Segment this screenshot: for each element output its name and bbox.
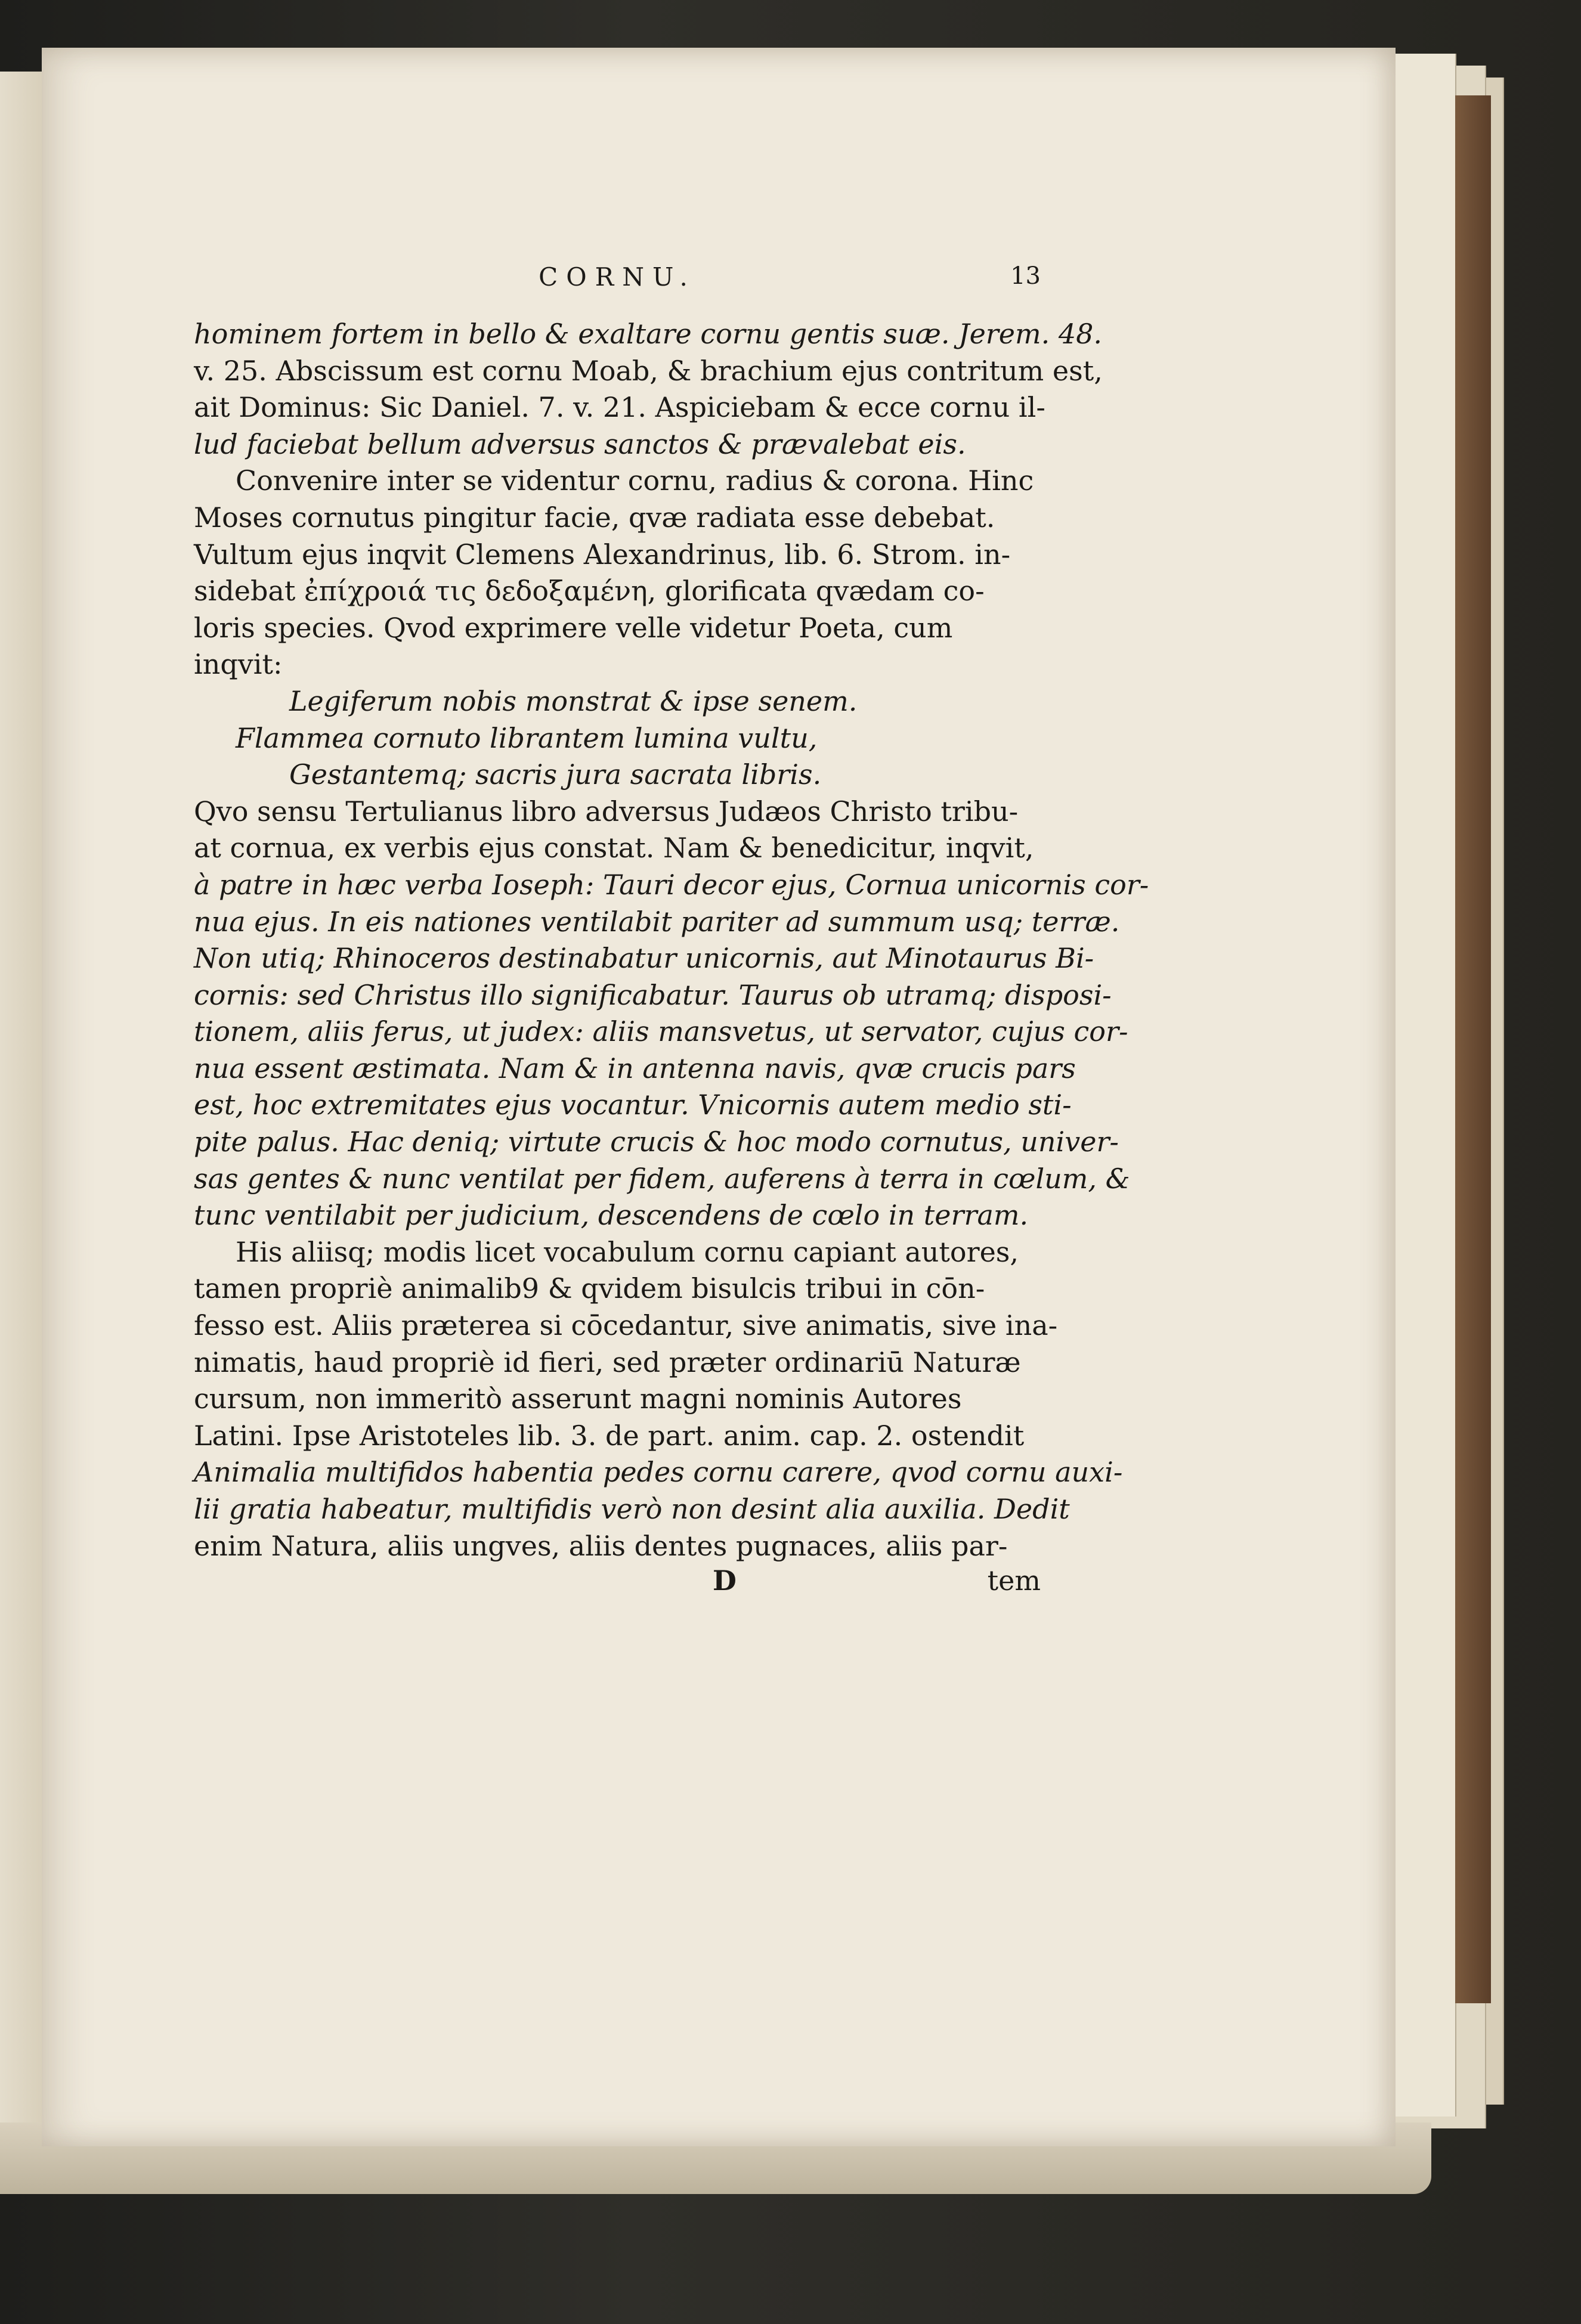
text-line: nimatis, haud propriè id fieri, sed præter ordinariū Naturæ [194,1346,1021,1378]
verse-line: Flammea cornuto librantem lumina vultu, [236,721,818,754]
text-line: inqvit: [194,648,283,681]
text-line: His aliisq; modis licet vocabulum cornu capiant autores, [236,1235,1019,1268]
verse-line: Legiferum nobis monstrat & ipse senem. [289,684,858,717]
text-line: tionem, aliis ferus, ut judex: aliis mansvetus, ut servator, cujus cor- [194,1015,1128,1048]
book-cover-edge [1455,95,1491,2003]
text-line: sidebat ἐπίχροιά τις δεδοξαμένη, glorificata qvædam co- [194,575,985,608]
text-line: at cornua, ex verbis ejus constat. Nam & benedicitur, inqvit, [194,832,1034,864]
text-line: à patre in hæc verba Ioseph: Tauri decor ejus, Cornua unicornis cor- [194,868,1149,901]
text-line: hominem fortem in bello & exaltare cornu gentis suæ. Jerem. 48. [194,318,1103,350]
text-line: Latini. Ipse Aristoteles lib. 3. de part. anim. cap. 2. ostendit [194,1419,1025,1452]
text-line: pite palus. Hac deniq; virtute crucis & hoc modo cornutus, univer- [194,1126,1119,1158]
text-line: fesso est. Aliis præterea si cōcedantur, sive animatis, sive ina- [194,1309,1058,1342]
text-line: Convenire inter se videntur cornu, radius & corona. Hinc [236,464,1034,497]
signature-mark: D [713,1564,737,1597]
text-line: Animalia multifidos habentia pedes cornu carere, qvod cornu auxi- [194,1456,1123,1489]
text-line: cursum, non immeritò asserunt magni nominis Autores [194,1383,962,1415]
text-line: enim Natura, aliis ungves, aliis dentes pugnaces, aliis par- [194,1529,1008,1562]
text-line: nua essent æstimata. Nam & in antenna navis, qvæ crucis pars [194,1052,1076,1084]
text-line: Non utiq; Rhinoceros destinabatur unicornis, aut Minotaurus Bi- [194,942,1094,975]
book-page [42,48,1396,2146]
text-line: loris species. Qvod exprimere velle videtur Poeta, cum [194,611,953,644]
text-line: ait Dominus: Sic Daniel. 7. v. 21. Aspiciebam & ecce cornu il- [194,391,1045,424]
text-line: est, hoc extremitates ejus vocantur. Vnicornis autem medio sti- [194,1089,1072,1121]
verse-line: Gestantemq; sacris jura sacrata libris. [289,758,822,791]
text-line: lud faciebat bellum adversus sanctos & prævalebat eis. [194,427,966,460]
text-line: v. 25. Abscissum est cornu Moab, & brachium ejus contritum est, [194,354,1103,387]
text-line: tunc ventilabit per judicium, descendens de cœlo in terram. [194,1199,1029,1232]
text-line: tamen propriè animalib9 & qvidem bisulcis tribui in cōn- [194,1272,985,1305]
body-text [194,316,1149,1564]
page-footer [194,1564,1041,1601]
text-line: Moses cornutus pingitur facie, qvæ radiata esse debebat. [194,501,995,534]
running-title: CORNU. [539,262,696,292]
page-number: 13 [1010,262,1041,290]
text-line: cornis: sed Christus illo significabatur. Taurus ob utramq; disposi- [194,978,1112,1011]
text-line: Vultum ejus inqvit Clemens Alexandrinus, lib. 6. Strom. in- [194,538,1011,571]
running-head [194,262,1041,310]
text-block [194,262,1149,1601]
text-line: lii gratia habeatur, multifidis verò non desint alia auxilia. Dedit [194,1493,1070,1525]
text-line: nua ejus. In eis nationes ventilabit pariter ad summum usq; terræ. [194,905,1120,938]
text-line: sas gentes & nunc ventilat per fidem, auferens à terra in cœlum, & [194,1162,1130,1195]
text-line: Qvo sensu Tertulianus libro adversus Judæos Christo tribu- [194,795,1019,828]
catchword: tem [987,1564,1041,1597]
